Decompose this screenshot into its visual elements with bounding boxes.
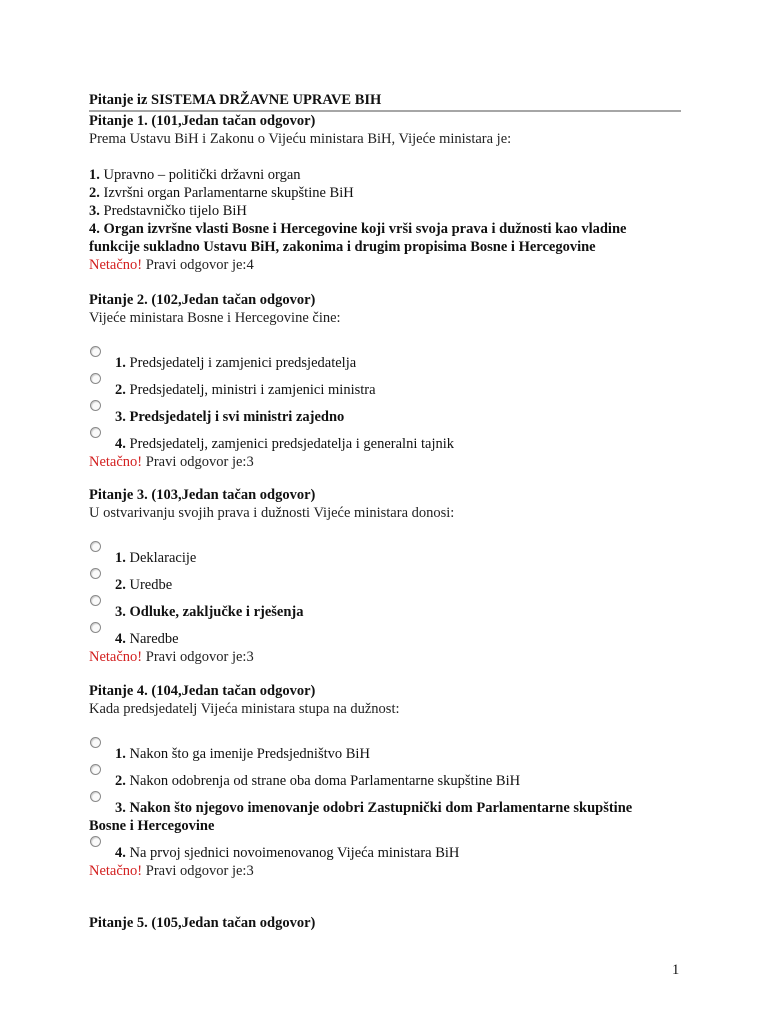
question-heading: Pitanje 4. (104,Jedan tačan odgovor) — [89, 683, 316, 699]
answer-option-2: 2. Izvršni organ Parlamentarne skupštine BiH — [89, 185, 354, 201]
answer-option-2[interactable]: 2. Uredbe — [89, 576, 689, 594]
radio-button-icon[interactable] — [90, 764, 101, 775]
radio-button-icon[interactable] — [90, 346, 101, 357]
radio-button-icon[interactable] — [90, 568, 101, 579]
answer-option-1[interactable]: 1. Predsjedatelj i zamjenici predsjedatelja — [89, 354, 689, 372]
incorrect-label: Netačno! — [89, 649, 143, 665]
answer-option-4[interactable]: 4. Naredbe — [89, 630, 689, 648]
question-heading: Pitanje 5. (105,Jedan tačan odgovor) — [89, 915, 316, 931]
radio-button-icon[interactable] — [90, 836, 101, 847]
correct-answer-text: Pravi odgovor je:3 — [142, 454, 254, 470]
correct-answer-text: Pravi odgovor je:3 — [142, 649, 254, 665]
answer-option-2[interactable]: 2. Predsjedatelj, ministri i zamjenici ministra — [89, 381, 689, 399]
question-prompt: Kada predsjedatelj Vijeća ministara stupa na dužnost: — [89, 701, 400, 717]
answer-option-4-correct: 4. Organ izvršne vlasti Bosne i Hercegovine koji vrši svoja prava i dužnosti kao vladine funkcije sukladno Ustavu BiH, zakonima i drugim propisima Bosne i Hercegovine — [89, 221, 627, 255]
answer-option-1[interactable]: 1. Deklaracije — [89, 549, 689, 567]
answer-option-3-correct[interactable]: 3. Odluke, zaključke i rješenja — [89, 603, 689, 621]
correct-answer-text: Pravi odgovor je:4 — [142, 257, 254, 273]
radio-button-icon[interactable] — [90, 400, 101, 411]
document-title: Pitanje iz SISTEMA DRŽAVNE UPRAVE BIH — [89, 91, 681, 112]
answer-option-2[interactable]: 2. Nakon odobrenja od strane oba doma Parlamentarne skupštine BiH — [89, 772, 689, 790]
question-heading: Pitanje 2. (102,Jedan tačan odgovor) — [89, 292, 316, 308]
question-prompt: U ostvarivanju svojih prava i dužnosti Vijeće ministara donosi: — [89, 505, 455, 521]
incorrect-label: Netačno! — [89, 257, 143, 273]
question-heading: Pitanje 3. (103,Jedan tačan odgovor) — [89, 487, 316, 503]
incorrect-label: Netačno! — [89, 454, 143, 470]
question-2 — [89, 291, 689, 471]
answer-feedback — [89, 453, 689, 471]
answer-option-3-correct[interactable]: 3. Predsjedatelj i svi ministri zajedno — [89, 408, 689, 426]
answer-feedback — [89, 648, 689, 666]
question-prompt: Vijeće ministara Bosne i Hercegovine čine: — [89, 310, 341, 326]
question-4 — [89, 682, 689, 880]
question-1 — [89, 112, 689, 274]
correct-answer-text: Pravi odgovor je:3 — [142, 863, 254, 879]
radio-button-icon[interactable] — [90, 622, 101, 633]
question-5 — [89, 914, 689, 932]
answer-option-3-correct[interactable]: 3. Nakon što njegovo imenovanje odobri Zastupnički dom Parlamentarne skupštine Bosne i Hercegovine — [89, 799, 664, 835]
radio-button-icon[interactable] — [90, 595, 101, 606]
question-prompt: Prema Ustavu BiH i Zakonu o Vijeću ministara BiH, Vijeće ministara je: — [89, 131, 512, 147]
answer-option-1: 1. Upravno – politički državni organ — [89, 167, 301, 183]
answer-option-3: 3. Predstavničko tijelo BiH — [89, 203, 247, 219]
answer-feedback — [89, 256, 689, 274]
answer-option-4[interactable]: 4. Predsjedatelj, zamjenici predsjedatelja i generalni tajnik — [89, 435, 689, 453]
answer-option-1[interactable]: 1. Nakon što ga imenije Predsjedništvo BiH — [89, 745, 689, 763]
answer-feedback — [89, 862, 689, 880]
incorrect-label: Netačno! — [89, 863, 143, 879]
question-heading: Pitanje 1. (101,Jedan tačan odgovor) — [89, 113, 316, 129]
radio-button-icon[interactable] — [90, 373, 101, 384]
page-number: 1 — [672, 962, 680, 978]
radio-button-icon[interactable] — [90, 737, 101, 748]
radio-button-icon[interactable] — [90, 541, 101, 552]
radio-button-icon[interactable] — [90, 791, 101, 802]
answer-option-4[interactable]: 4. Na prvoj sjednici novoimenovanog Vijeća ministara BiH — [89, 844, 689, 862]
radio-button-icon[interactable] — [90, 427, 101, 438]
question-3 — [89, 486, 689, 666]
